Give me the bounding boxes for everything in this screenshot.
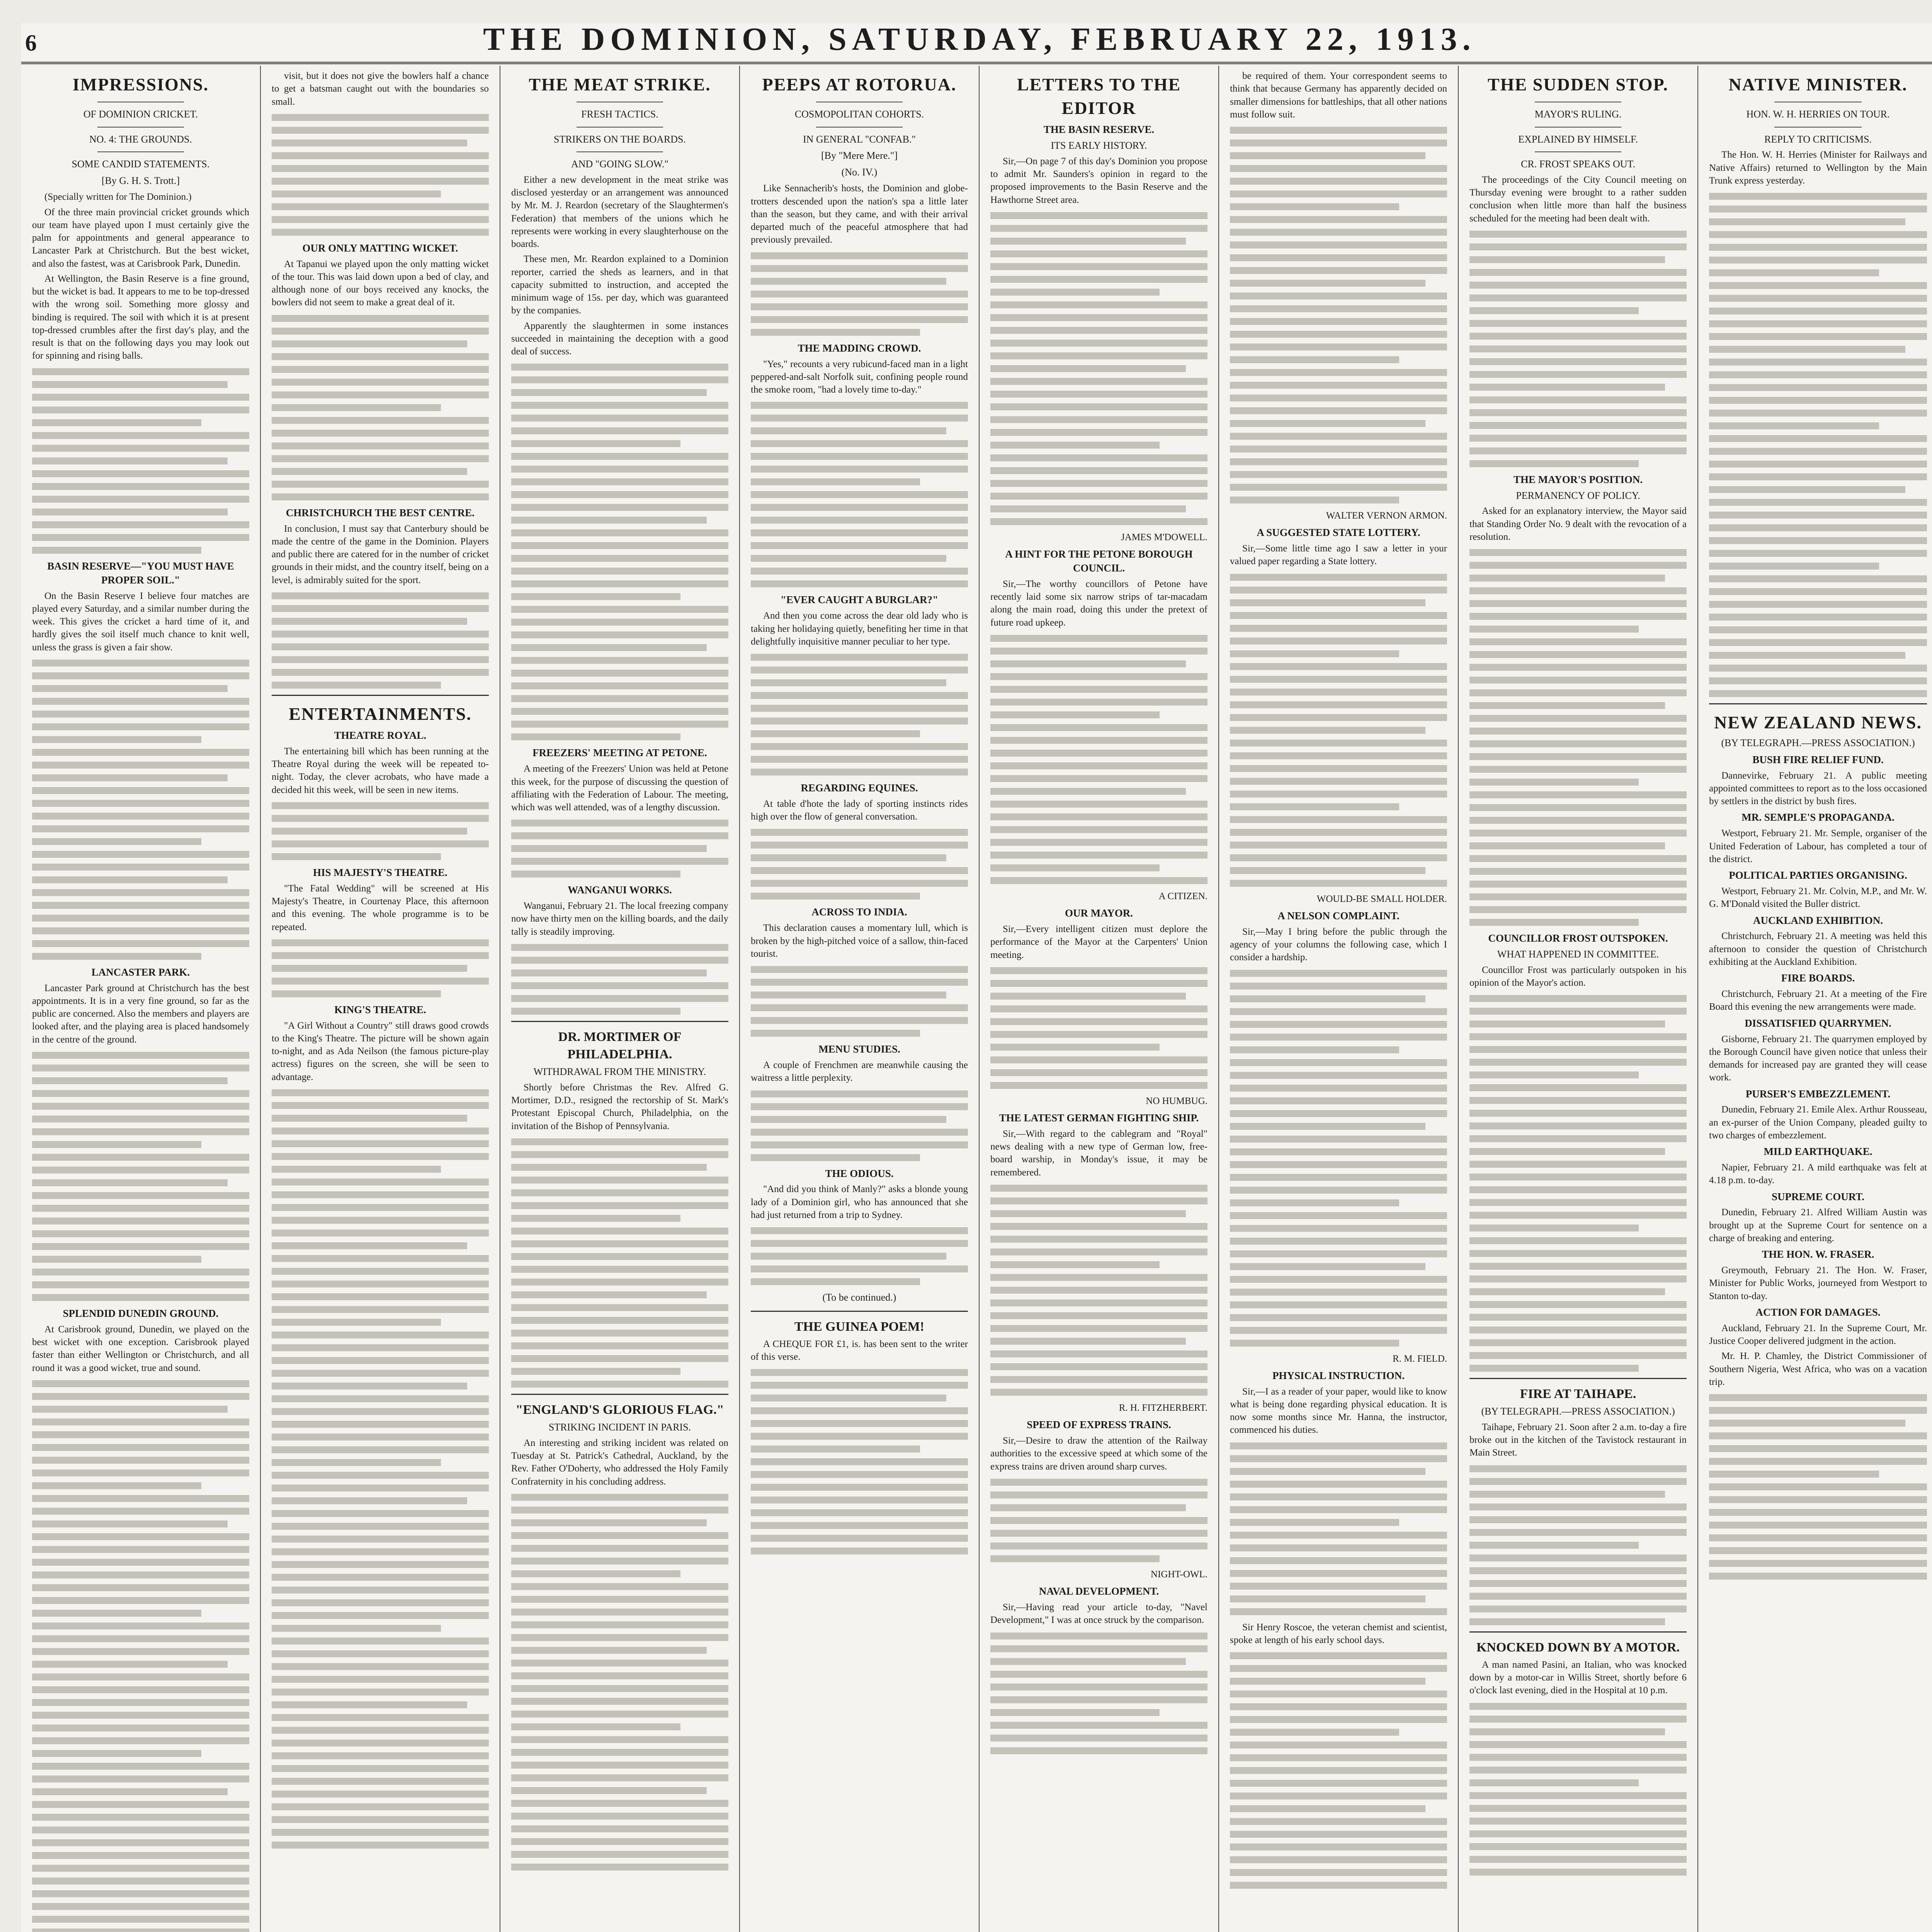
subheading: THE BASIN RESERVE. [1043,124,1155,136]
article-paragraph: A man named Pasini, an Italian, who was knocked down by a motor-car in Willis Street, shortly before 6 o'clock last evening, died in the Hospital at 10 p.m. [1469,1659,1687,1696]
article-paragraph: At Carisbrook ground, Dunedin, we played on the best wicket with one exception. Carisbrook played faster than either Wellington or Christchurch, and all round it was a good wicket, true and sound. [32,1324,249,1373]
divider [1535,127,1622,128]
news-item: Dunedin, February 21. Emile Alex. Arthur Rousseau, an ex-purser of the Union Company, pleaded guilty to two charges of embezzlement. [1709,1104,1927,1141]
article-paragraph: visit, but it does not give the bowlers half a chance to get a batsman caught out with the boundaries so small. [272,71,489,107]
article-paragraph: Shortly before Christmas the Rev. Alfred G. Mortimer, D.D., resigned the rectorship of St. Mark's Protestant Episcopal Church, Philadelphia, on the invitation of the Bishop of Pennsylvania. [511,1082,728,1131]
subheading: REGARDING EQUINES. [801,782,918,794]
subheading: HIS MAJESTY'S THEATRE. [313,866,447,878]
page-number: 6 [25,30,37,56]
article-text-continued [1709,193,1927,697]
letter-text: Sir,—Having read your article to-day, "Navel Development," I was at once struck by the comparison. [990,1602,1208,1626]
subheading: BASIN RESERVE—"YOU MUST HAVE PROPER SOIL." [47,560,234,586]
headline-entertainments: ENTERTAINMENTS. [289,704,472,724]
article-paragraph: Wanganui, February 21. The local freezing company now have thirty men on the killing boards, and the daily tally is steadily improving. [511,901,728,937]
letter-signature: NIGHT-OWL. [1151,1569,1208,1580]
subheading: PURSER'S EMBEZZLEMENT. [1745,1088,1891,1100]
divider [816,127,903,128]
subheading: COUNCILLOR FROST OUTSPOKEN. [1488,932,1668,944]
news-item: Christchurch, February 21. At a meeting of the Fire Board this evening the new arrangements were made. [1709,989,1927,1012]
article-text-continued [1230,127,1447,503]
article-note: (Specially written for The Dominion.) [44,192,192,202]
divider [511,1021,728,1022]
news-item: Napier, February 21. A mild earthquake was felt at 4.18 p.m. to-day. [1709,1162,1927,1186]
article-text-continued [511,364,728,740]
deck: HON. W. H. HERRIES ON TOUR. [1746,109,1890,120]
subheading: WANGANUI WORKS. [568,884,672,896]
news-item: Dunedin, February 21. Alfred William Austin was brought up at the Supreme Court for sentence on a charge of breaking and entering. [1709,1207,1927,1243]
newspaper-title: THE DOMINION, SATURDAY, FEBRUARY 22, 1913. [483,21,1476,57]
news-item: Gisborne, February 21. The quarrymen employed by the Borough Council have given notice that unless their demands for increased pay are granted they will cease work. [1709,1034,1927,1083]
subheading: THE LATEST GERMAN FIGHTING SHIP. [999,1112,1199,1124]
subheading: THEATRE ROYAL. [334,729,427,741]
deck: AND "GOING SLOW." [571,158,669,170]
article-paragraph: In conclusion, I must say that Canterbury should be made the centre of the game in the Dominion. Players and public there are catered for in the number of cricket grounds in their midst, and the country itself, being on a level, is admirably suited for the sport. [272,523,489,585]
article-paragraph: And then you come across the dear old lady who is taking her holidaying quietly, benefiting her time in that delightfully inquisitive manner peculiar to her type. [751,611,968,647]
article-paragraph: Lancaster Park ground at Christchurch has the best appointments. It is in a very fine ground, so far as the public are concerned. Also the members and players are looked after, and the playing area is placed handsomely in the centre of the ground. [32,983,249,1045]
subheading: OUR ONLY MATTING WICKET. [302,242,458,254]
article-text-continued [1230,574,1447,887]
divider [97,151,184,152]
news-item: Dannevirke, February 21. A public meeting appointed committees to report as to the loss occasioned by settlers in the district by bush fires. [1709,770,1927,807]
byline: [By "Mere Mere."] [821,150,898,162]
headline-meat-strike: THE MEAT STRIKE. [529,75,711,94]
divider [1469,1631,1687,1633]
subheading: CHRISTCHURCH THE BEST CENTRE. [286,507,475,519]
deck: SOME CANDID STATEMENTS. [71,158,210,170]
deck: IN GENERAL "CONFAB." [803,133,916,145]
article-paragraph: A meeting of the Freezers' Union was held at Petone this week, for the purpose of discussing the question of affiliating with the Federation of Labour. The meeting, which was well attended, was of a lengthy discussion. [511,764,728,813]
article-paragraph: An interesting and striking incident was related on Tuesday at St. Patrick's Cathedral, Auckland, by the Rev. Father O'Doherty, who addressed the Holy Family Confraternity in his concluding address. [511,1437,728,1487]
columns [21,66,1932,1932]
subheading: THE MADDING CROWD. [798,342,921,354]
article-paragraph: On the Basin Reserve I believe four matches are played every Saturday, and a similar number during the week. This gives the cricket a hard time of it, and hardly gives the soil itself much chance to knit well, unless the grass is given a fair show. [32,590,249,653]
article-text-continued [1469,549,1687,926]
article-paragraph: Sir Henry Roscoe, the veteran chemist and scientist, spoke at length of his early school days. [1230,1622,1447,1645]
subheading: MENU STUDIES. [818,1043,900,1055]
deck: ITS EARLY HISTORY. [1051,140,1147,151]
letter-text: Sir,—Some little time ago I saw a letter in your valued paper regarding a State lottery. [1230,543,1447,567]
letter-text: Sir,—With regard to the cablegram and "Royal" news dealing with a new type of German low, free-board warship, in Monday's issue, it may be remembered. [990,1128,1208,1178]
byline: [By G. H. S. Trott.] [101,175,180,186]
article-paragraph: Councillor Frost was particularly outspoken in his opinion of the Mayor's action. [1469,964,1687,988]
article-text-continued [751,1369,968,1554]
article-text-continued [990,1185,1208,1396]
article-text-continued [511,1138,728,1388]
headline-sudden-stop: THE SUDDEN STOP. [1488,75,1668,94]
article-paragraph: "A Girl Without a Country" still draws good crowds to the King's Theatre. The picture will be shown again to-night, and as Ada Neilson (the famous picture-play actress) figures on the screen, she will be seen to advantage. [272,1020,489,1082]
article-paragraph: At Tapanui we played upon the only matting wicket of the tour. This was laid down upon a bed of clay, and although none of our boys received any knocks, the bowlers did not seem to make a great deal of it. [272,259,489,308]
divider [97,127,184,128]
divider [272,695,489,696]
continued-note: (To be continued.) [822,1292,896,1303]
article-paragraph: At Wellington, the Basin Reserve is a fine ground, but the wicket is bad. It appears to me to be top-dressed with the wrong soil. Something more glossy and binding is required. The soil with which it is at present top-dressed crumbles after the first day's play, and the result is that on the following days you may look out for spinning and rising balls. [32,273,249,361]
article-text-continued [751,1227,968,1285]
headline-mortimer: DR. MORTIMER OF PHILADELPHIA. [558,1029,682,1062]
subheading: BUSH FIRE RELIEF FUND. [1752,753,1884,765]
article-text-continued [272,114,489,236]
subheading: AUCKLAND EXHIBITION. [1753,914,1883,926]
article-text-continued [990,1479,1208,1562]
headline-impressions: IMPRESSIONS. [72,75,209,94]
subheading: SPLENDID DUNEDIN GROUND. [63,1307,219,1319]
article-text-continued [751,252,968,336]
deck: REPLY TO CRITICISMS. [1764,133,1872,145]
subheading: MILD EARTHQUAKE. [1764,1146,1872,1158]
article-paragraph: "Yes," recounts a very rubicund-faced man in a light peppered-and-salt Norfolk suit, confining people round the smoke room, "had a lovely time to-day." [751,359,968,395]
article-text-continued [511,944,728,1015]
subheading: POLITICAL PARTIES ORGANISING. [1729,869,1907,881]
subheading: A NELSON COMPLAINT. [1277,910,1400,922]
letter-text: Sir,—I as a reader of your paper, would like to know what is being done regarding physical education. It is now some months since Mr. Hanna, the instructor, commenced his duties. [1230,1386,1447,1435]
article-paragraph: "And did you think of Manly?" asks a blonde young lady of a Dominion girl, who has announced that she had just returned from a trip to Sydney. [751,1184,968,1220]
article-text-continued [272,802,489,860]
article-text-continued [272,939,489,997]
deck: (BY TELEGRAPH.—PRESS ASSOCIATION.) [1721,737,1915,749]
article-text-continued [1469,1465,1687,1625]
divider [511,1394,728,1395]
divider [577,151,663,152]
article-text-continued [1230,1442,1447,1615]
letter-signature: WALTER VERNON ARMON. [1326,510,1447,521]
headline-letters: LETTERS TO THE EDITOR [1017,75,1181,118]
headline-englands-flag: "ENGLAND'S GLORIOUS FLAG." [515,1402,724,1417]
subheading: SPEED OF EXPRESS TRAINS. [1027,1419,1171,1431]
article-text-continued [990,967,1208,1089]
subheading: FIRE BOARDS. [1781,972,1855,984]
subheading: LANCASTER PARK. [91,966,190,978]
article-text-continued [1469,1703,1687,1876]
letter-signature: R. M. FIELD. [1393,1353,1447,1364]
article-text-continued [32,368,249,554]
subheading: SUPREME COURT. [1771,1190,1865,1202]
article-paragraph: Apparently the slaughtermen in some instances succeeded in maintaining the deception with a good deal of success. [511,320,728,357]
series-number: (No. IV.) [841,166,878,178]
article-text-continued [990,212,1208,525]
article-text-continued [751,829,968,900]
deck: CR. FROST SPEAKS OUT. [1521,158,1635,170]
deck: NO. 4: THE GROUNDS. [89,133,192,145]
news-item: Westport, February 21. Mr. Colvin, M.P., and Mr. W. G. M'Donald visited the Buller district. [1709,886,1927,910]
deck: EXPLAINED BY HIMSELF. [1518,133,1638,145]
article-text-continued [1709,1394,1927,1580]
divider [1535,151,1622,152]
column-4 [740,66,980,1932]
subheading: ACTION FOR DAMAGES. [1755,1306,1881,1318]
article-paragraph: "The Fatal Wedding" will be screened at His Majesty's Theatre, in Courtenay Place, this afternoon and this evening. The whole programme is to be repeated. [272,883,489,932]
article-text-continued [1230,970,1447,1347]
letter-text: Sir,—On page 7 of this day's Dominion you propose to admit Mr. Saunders's opinion in regard to the proposed improvements to the Basin Reserve and the Hawthorne Street area. [990,156,1208,205]
article-paragraph: Asked for an explanatory interview, the Mayor said that Standing Order No. 9 dealt with the revocation of a resolution. [1469,506,1687,542]
subheading: ACROSS TO INDIA. [811,906,907,918]
article-paragraph: These men, Mr. Reardon explained to a Dominion reporter, carried the sheds as learners, and in that capacity submitted to instruction, and accepted the minimum wage of 15s. per day, which was guaranteed by the companies. [511,254,728,316]
article-text-continued [990,1633,1208,1754]
letter-text: Sir,—May I bring before the public through the agency of your columns the following case, which I consider a hardship. [1230,926,1447,963]
article-text-continued [1230,1652,1447,1889]
subheading: DISSATISFIED QUARRYMEN. [1745,1017,1891,1029]
article-paragraph: Of the three main provincial cricket grounds which our team have played upon I must certainly give the palm for appointments and general appearance to Lancaster Park at Christchurch. But the best wicket, and also the fastest, was at Carisbrook Park, Dunedin. [32,207,249,269]
deck: STRIKERS ON THE BOARDS. [554,133,686,145]
column-2 [261,66,500,1932]
news-item: Greymouth, February 21. The Hon. W. Fraser, Minister for Public Works, journeyed from Westport to Stanton to-day. [1709,1265,1927,1301]
newspaper-page [21,23,1932,1932]
article-text-continued [751,1090,968,1161]
letter-text: Sir,—Desire to draw the attention of the Railway authorities to the excessive speed at which some of the express trains are driven around sharp curves. [990,1435,1208,1472]
article-paragraph: Like Sennacherib's hosts, the Dominion and globe-trotters descended upon the nation's spa a little later than the season, but they came, and with their arrival departed much of the peaceful atmosphere that had previously prevailed. [751,183,968,245]
news-item: Mr. H. P. Chamley, the District Commissioner of Southern Nigeria, West Africa, who was on a vacation trip. [1709,1351,1927,1387]
letter-signature: JAMES M'DOWELL. [1121,532,1208,543]
article-paragraph: A couple of Frenchmen are meanwhile causing the waitress a little perplexity. [751,1060,968,1083]
divider [1469,1378,1687,1379]
subheading: A SUGGESTED STATE LOTTERY. [1257,527,1420,539]
subheading: FREEZERS' MEETING AT PETONE. [532,747,707,759]
article-text-continued [751,402,968,587]
article-text-continued [32,1052,249,1301]
article-text-continued [511,820,728,878]
article-text-continued [272,592,489,689]
column-1 [21,66,261,1932]
deck: MAYOR'S RULING. [1534,109,1622,120]
headline-guinea-poem: THE GUINEA POEM! [794,1319,925,1334]
deck: COSMOPOLITAN COHORTS. [794,109,924,120]
article-text-continued [751,654,968,776]
deck: (BY TELEGRAPH.—PRESS ASSOCIATION.) [1481,1406,1675,1417]
article-paragraph: The Hon. W. H. Herries (Minister for Railways and Native Affairs) returned to Wellington by the Main Trunk express yesterday. [1709,150,1927,186]
subheading: "EVER CAUGHT A BURGLAR?" [780,594,939,606]
article-paragraph: Either a new development in the meat strike was disclosed yesterday or an arrangement was announced by Mr. M. J. Reardon (secretary of the Slaughtermen's Federation) that members of the unions which he represents were working in every slaughterhouse on the boards. [511,174,728,250]
letter-signature: A CITIZEN. [1158,891,1208,901]
article-paragraph: The entertaining bill which has been running at the Theatre Royal during the week will be repeated to-night. Today, the clever acrobats, who have made a decided hit this week, will be seen in new items. [272,746,489,795]
divider [577,127,663,128]
subheading: THE ODIOUS. [825,1167,894,1179]
divider [751,1311,968,1312]
deck: OF DOMINION CRICKET. [83,109,198,120]
subheading: NAVAL DEVELOPMENT. [1039,1585,1159,1597]
divider [1774,127,1862,128]
letter-text: be required of them. Your correspondent seems to think that because Germany has apparently decided on smaller dimensions for battleships, that all other nations must follow suit. [1230,71,1447,120]
article-paragraph: The proceedings of the City Council meeting on Thursday evening were brought to a rather sudden conclusion when little more than half the business scheduled for the meeting had been dealt with. [1469,174,1687,224]
news-item: Auckland, February 21. In the Supreme Court, Mr. Justice Cooper delivered judgment in the action. [1709,1323,1927,1347]
headline-nz-news: NEW ZEALAND NEWS. [1714,713,1922,733]
letter-text: Sir,—Every intelligent citizen must deplore the performance of the Mayor at the Carpenters' Union meeting. [990,924,1208,960]
subheading: THE MAYOR'S POSITION. [1513,473,1643,485]
article-text-continued [990,635,1208,884]
advertisement-text: A CHEQUE FOR £1, is. has been sent to the writer of this verse. [751,1338,968,1362]
subheading: OUR MAYOR. [1065,907,1133,919]
article-text-continued [32,1380,249,1932]
deck: FRESH TACTICS. [581,109,658,120]
divider [1709,703,1927,704]
letter-signature: R. H. FITZHERBERT. [1119,1402,1208,1413]
news-item: Christchurch, February 21. A meeting was held this afternoon to consider the question of Christchurch exhibiting at the Auckland Exhibition. [1709,931,1927,967]
article-text-continued [1469,231,1687,467]
article-text-continued [272,315,489,500]
headline-knocked-down: KNOCKED DOWN BY A MOTOR. [1476,1640,1680,1655]
deck: WHAT HAPPENED IN COMMITTEE. [1497,949,1659,960]
deck: STRIKING INCIDENT IN PARIS. [548,1422,691,1433]
column-3 [500,66,740,1932]
headline-fire-taihape: FIRE AT TAIHAPE. [1520,1387,1636,1401]
headline-peeps-rotorua: PEEPS AT ROTORUA. [762,75,957,94]
deck: PERMANENCY OF POLICY. [1516,490,1640,501]
article-paragraph: At table d'hote the lady of sporting instincts rides high over the flow of general conversation. [751,798,968,822]
column-7 [1459,66,1698,1932]
subheading: THE HON. W. FRASER. [1762,1248,1874,1260]
article-paragraph: This declaration causes a momentary lull, which is broken by the high-pitched voice of a sallow, thin-faced tourist. [751,923,968,959]
masthead [21,23,1932,64]
letter-signature: NO HUMBUG. [1146,1095,1208,1106]
article-text-continued [1469,995,1687,1372]
article-paragraph: Taihape, February 21. Soon after 2 a.m. to-day a fire broke out in the kitchen of the Tavistock restaurant in Main Street. [1469,1422,1687,1458]
article-text-continued [32,660,249,960]
column-5 [980,66,1219,1932]
deck: WITHDRAWAL FROM THE MINISTRY. [533,1066,706,1078]
article-text-continued [751,966,968,1037]
column-8 [1698,66,1932,1932]
article-text-continued [272,1089,489,1849]
subheading: PHYSICAL INSTRUCTION. [1272,1369,1405,1381]
column-6 [1219,66,1459,1932]
letter-text: Sir,—The worthy councillors of Petone have recently laid some six narrow strips of tar-macadam along the main road, doing this under the pretext of future road upkeep. [990,578,1208,628]
subheading: A HINT FOR THE PETONE BOROUGH COUNCIL. [1005,548,1193,574]
news-item: Westport, February 21. Mr. Semple, organiser of the United Federation of Labour, has completed a tour of the district. [1709,828,1927,864]
subheading: MR. SEMPLE'S PROPAGANDA. [1742,811,1895,823]
article-text-continued [511,1494,728,1871]
subheading: KING'S THEATRE. [334,1003,426,1015]
letter-signature: WOULD-BE SMALL HOLDER. [1316,893,1447,904]
headline-native-minister: NATIVE MINISTER. [1728,75,1908,94]
